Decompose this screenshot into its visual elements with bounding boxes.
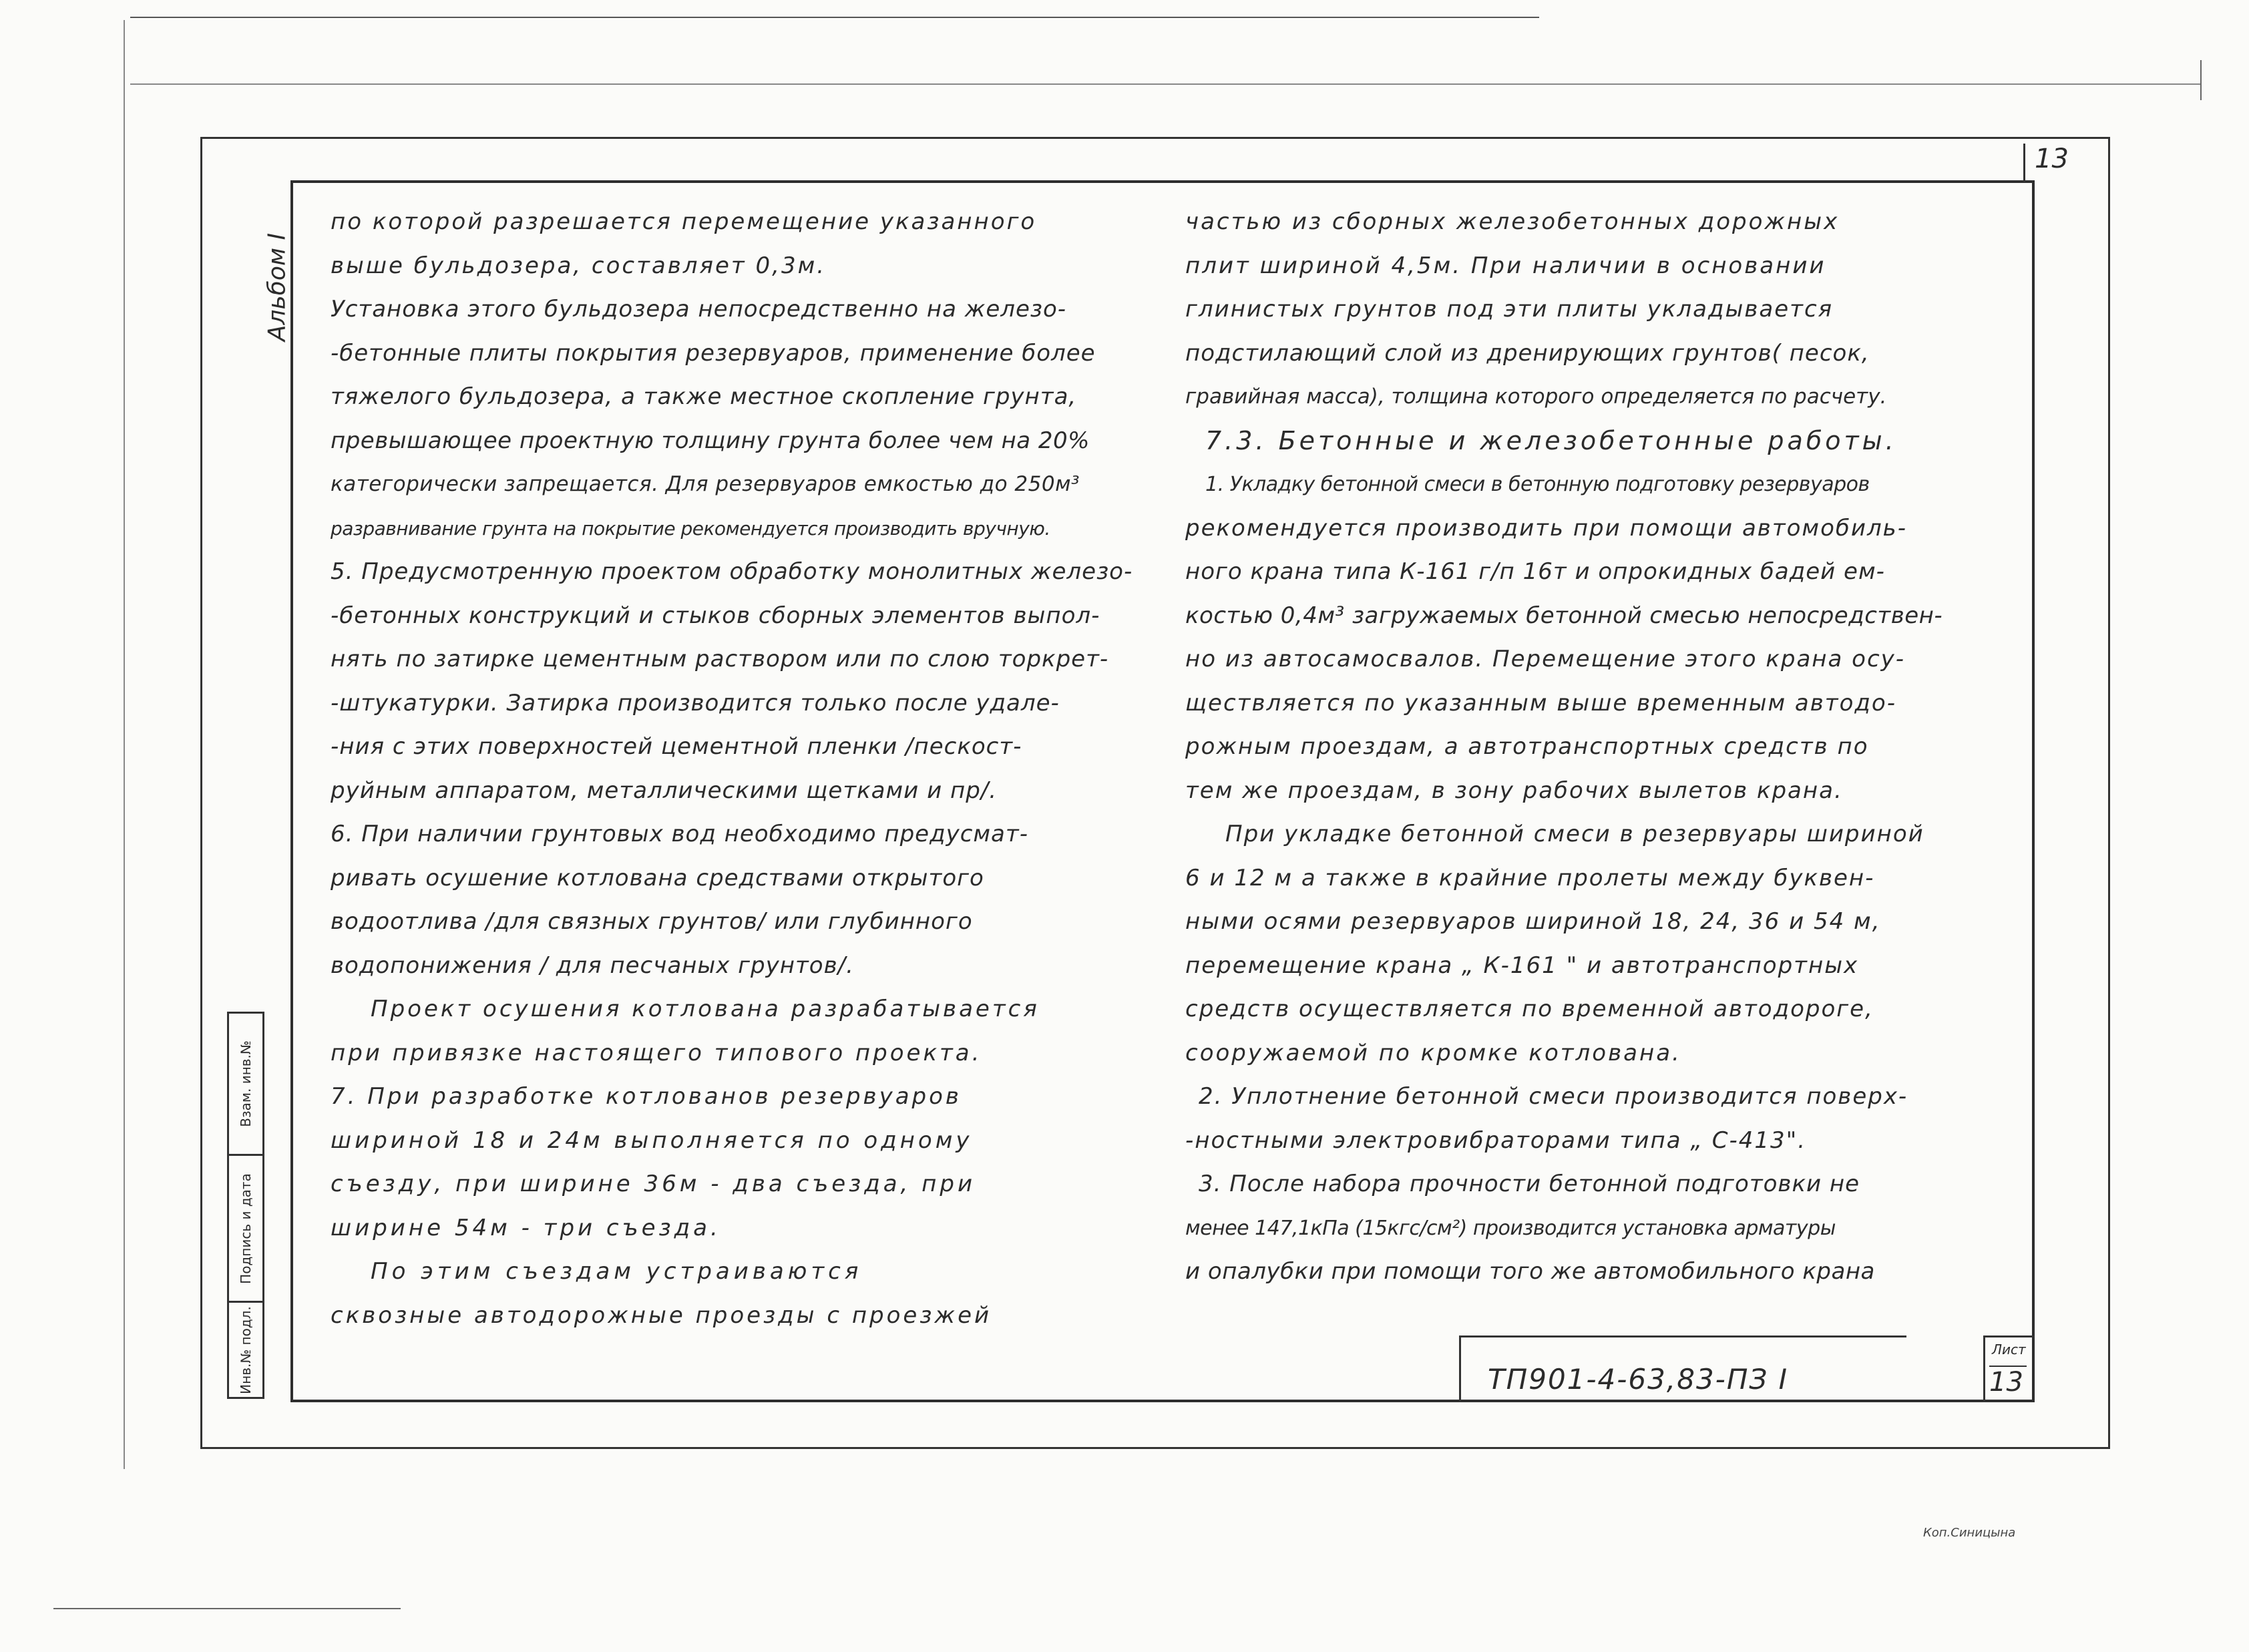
text-line: перемещение крана „ К-161 " и автотранспортных [1185,952,1859,979]
sheet-number: 13 [1989,1366,2027,1398]
text-line: при привязке настоящего типового проекта. [331,1039,982,1066]
text-line: рекомендуется производить при помощи автомобиль- [1185,514,1907,542]
text-line: Установка этого бульдозера непосредственно на железо- [331,296,1067,323]
text-line: разравнивание грунта на покрытие рекомендуется производить вручную. [331,517,1050,540]
text-line: шириной 18 и 24м выполняется по одному [331,1126,973,1154]
stamp-cell-signature: Подпись и дата [229,1154,262,1301]
text-line: но из автосамосвалов. Перемещение этого крана осу- [1185,646,1906,672]
text-line: тем же проездам, в зону рабочих вылетов крана. [1185,777,1843,804]
section-heading: 7.3. Бетонные и железобетонные работы. [1205,425,1897,455]
left-text-column [331,200,1132,1337]
copy-signature: Коп.Синицына [1923,1526,2016,1540]
text-line: -бетонных конструкций и стыков сборных элементов выпол- [331,602,1100,629]
title-block [1459,1335,1906,1402]
document-code: ТП901-4-63,83-ПЗ I [1488,1363,1789,1396]
text-line: По этим съездам устраиваются [371,1258,863,1285]
text-line: -ностными электровибраторами типа „ С-413". [1185,1126,1807,1154]
text-line: ществляется по указанным выше временным автодо- [1185,689,1896,716]
text-line: ширине 54м - три съезда. [331,1214,721,1241]
scan-artifact-left [124,20,125,1469]
text-line: ными осями резервуаров шириной 18, 24, 36 и 54 м, [1185,908,1881,935]
text-line: и опалубки при помощи того же автомобильного крана [1185,1258,1875,1285]
right-text-column [1185,200,1987,1294]
text-line: категорически запрещается. Для резервуаров емкостью до 250м³ [331,472,1080,496]
text-line: превышающее проектную толщину грунта более чем на 20% [331,427,1090,454]
text-line: сквозные автодорожные проезды с проезжей [331,1301,992,1329]
text-line: -бетонные плиты покрытия резервуаров, применение более [331,339,1096,367]
scan-artifact-top [130,17,1539,18]
sheet-label: Лист [1992,1341,2026,1358]
text-line: 3. После набора прочности бетонной подготовки не [1199,1171,1860,1197]
text-line: по которой разрешается перемещение указанного [331,208,1037,235]
text-line: -ния с этих поверхностей цементной пленки /пескост- [331,733,1022,760]
text-line: средств осуществляется по временной автодороге, [1185,996,1874,1022]
text-line: глинистых грунтов под эти плиты укладывается [1185,296,1834,323]
text-line: руйным аппаратом, металлическими щетками и пр/. [331,777,998,804]
text-line: нять по затирке цементным раствором или по слою торкрет- [331,646,1109,672]
scan-artifact-right [2200,60,2202,100]
text-line: частью из сборных железобетонных дорожных [1185,208,1840,235]
sheet-number-box [1983,1335,2035,1402]
text-line: рожным проездам, а автотранспортных средств по [1185,733,1869,760]
text-line: водопонижения / для песчаных грунтов/. [331,952,854,979]
text-line: 7. При разработке котлованов резервуаров [331,1083,962,1110]
text-line: 6 и 12 м а также в крайние пролеты между буквен- [1185,864,1875,891]
text-line: ного крана типа К-161 г/п 16т и опрокидных бадей ем- [1185,558,1885,585]
text-line: При укладке бетонной смеси в резервуары шириной [1225,821,1924,847]
text-line: 5. Предусмотренную проектом обработку монолитных железо- [331,558,1133,585]
text-line: ривать осушение котлована средствами открытого [331,864,984,891]
stamp-column [227,1012,264,1399]
text-line: Проект осушения котлована разрабатывается [371,996,1040,1022]
text-line: костью 0,4м³ загружаемых бетонной смесью непосредствен- [1185,602,1943,629]
text-line: водоотлива /для связных грунтов/ или глубинного [331,908,973,935]
album-label: Альбом I [263,232,291,342]
text-line: 2. Уплотнение бетонной смеси производится поверх- [1199,1083,1908,1110]
text-line: 6. При наличии грунтовых вод необходимо предусмат- [331,821,1028,847]
scan-artifact-bottom [53,1608,401,1609]
stamp-cell-replacement: Взам. инв.№ [238,1040,254,1127]
stamp-cell-inventory: Инв.№ подл. [229,1301,262,1397]
text-line: менее 147,1кПа (15кгс/см²) производится установка арматуры [1185,1216,1836,1240]
text-line: сооружаемой по кромке котлована. [1185,1039,1681,1066]
text-line: съезду, при ширине 36м - два съезда, при [331,1171,976,1197]
corner-page-number: 13 [2023,144,2077,182]
text-line: плит шириной 4,5м. При наличии в основании [1185,252,1826,279]
text-line: 1. Укладку бетонной смеси в бетонную подготовку резервуаров [1205,473,1870,496]
text-line: подстилающий слой из дренирующих грунтов( песок, [1185,339,1870,367]
text-line: -штукатурки. Затирка производится только после удале- [331,689,1060,716]
text-line: тяжелого бульдозера, а также местное скопление грунта, [331,383,1077,410]
scan-artifact-top-2 [130,83,2200,85]
text-line: гравийная масса), толщина которого определяется по расчету. [1185,385,1887,409]
text-line: выше бульдозера, составляет 0,3м. [331,252,827,279]
